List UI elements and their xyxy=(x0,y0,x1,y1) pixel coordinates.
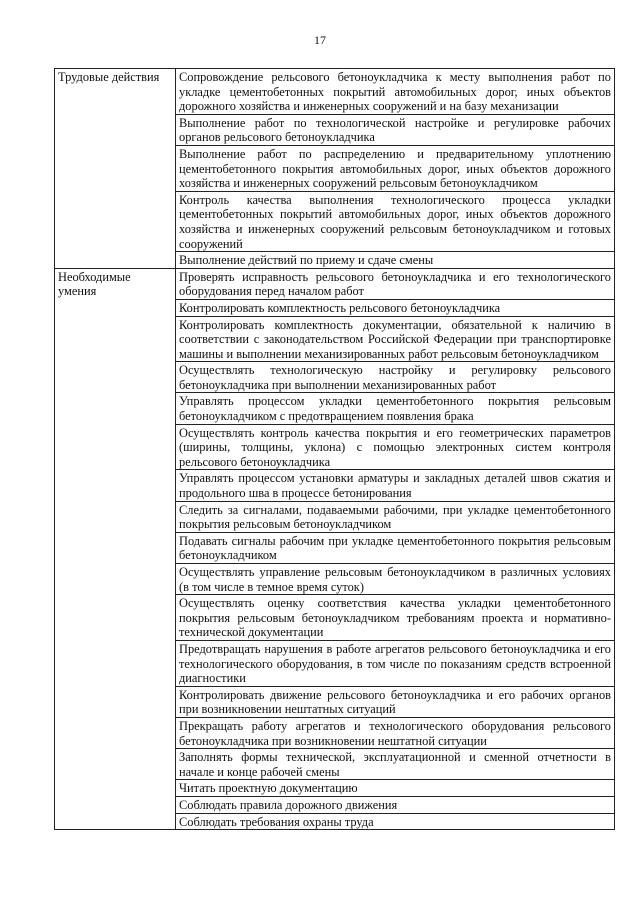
table-cell-item: Выполнение работ по технологической настройке и регулировке рабочих органов рельсового бетоноукладчика xyxy=(176,114,615,145)
table-cell-item: Проверять исправность рельсового бетоноукладчика и его технологического оборудования перед началом работ xyxy=(176,268,615,299)
table-cell-item: Заполнять формы технической, эксплуатационной и сменной отчетности в начале и конце рабочей смены xyxy=(176,749,615,780)
table-cell-item: Выполнение действий по приему и сдаче смены xyxy=(176,252,615,269)
requirements-table xyxy=(54,68,615,830)
table-cell-item: Контроль качества выполнения технологического процесса укладки цементобетонных покрытий автомобильных дорог, иных объектов дорожного хозяйства и инженерных сооружений рельсовым бетоноукладчиком и готовых сооружений xyxy=(176,191,615,251)
table-cell-item: Прекращать работу агрегатов и технологического оборудования рельсового бетоноукладчика при возникновении нештатной ситуации xyxy=(176,717,615,748)
table-cell-item: Осуществлять контроль качества покрытия и его геометрических параметров (ширины, толщины, уклона) с помощью электронных систем контроля рельсового бетоноукладчика xyxy=(176,424,615,470)
requirements-table-body xyxy=(55,69,615,830)
table-cell-item: Предотвращать нарушения в работе агрегатов рельсового бетоноукладчика и его технологического оборудования, в том числе по показаниям средств встроенной диагностики xyxy=(176,640,615,686)
section-label: Необходимые умения xyxy=(55,268,176,829)
table-cell-item: Управлять процессом установки арматуры и закладных деталей швов сжатия и продольного шва в процессе бетонирования xyxy=(176,470,615,501)
table-cell-item: Сопровождение рельсового бетоноукладчика к месту выполнения работ по укладке цементобетонных покрытий автомобильных дорог, иных объектов дорожного хозяйства и инженерных сооружений и на базу механизации xyxy=(176,69,615,115)
table-cell-item: Осуществлять оценку соответствия качества укладки цементобетонного покрытия рельсовым бетоноукладчиком требованиям проекта и нормативно-технической документации xyxy=(176,595,615,641)
table-cell-item: Следить за сигналами, подаваемыми рабочими, при укладке цементобетонного покрытия рельсовым бетоноукладчиком xyxy=(176,501,615,532)
table-row xyxy=(55,69,615,115)
table-cell-item: Осуществлять технологическую настройку и регулировку рельсового бетоноукладчика при выполнении механизированных работ xyxy=(176,362,615,393)
table-cell-item: Соблюдать требования охраны труда xyxy=(176,813,615,830)
table-cell-item: Контролировать комплектность рельсового бетоноукладчика xyxy=(176,299,615,316)
table-row xyxy=(55,268,615,299)
table-cell-item: Подавать сигналы рабочим при укладке цементобетонного покрытия рельсовым бетоноукладчиком xyxy=(176,532,615,563)
table-cell-item: Читать проектную документацию xyxy=(176,780,615,797)
table-cell-item: Осуществлять управление рельсовым бетоноукладчиком в различных условиях (в том числе в темное время суток) xyxy=(176,564,615,595)
section-label: Трудовые действия xyxy=(55,69,176,269)
table-cell-item: Контролировать движение рельсового бетоноукладчика и его рабочих органов при возникновении нештатных ситуаций xyxy=(176,686,615,717)
table-cell-item: Контролировать комплектность документации, обязательной к наличию в соответствии с законодательством Российской Федерации при транспортировке машины и выполнении механизированных работ рельсовым бетоноукладчиком xyxy=(176,316,615,362)
table-cell-item: Соблюдать правила дорожного движения xyxy=(176,796,615,813)
page-number: 17 xyxy=(314,33,326,47)
table-cell-item: Управлять процессом укладки цементобетонного покрытия рельсовым бетоноукладчиком с предотвращением появления брака xyxy=(176,393,615,424)
table-cell-item: Выполнение работ по распределению и предварительному уплотнению цементобетонного покрытия автомобильных дорог, иных объектов дорожного хозяйства и инженерных сооружений рельсовым бетоноукладчиком xyxy=(176,145,615,191)
